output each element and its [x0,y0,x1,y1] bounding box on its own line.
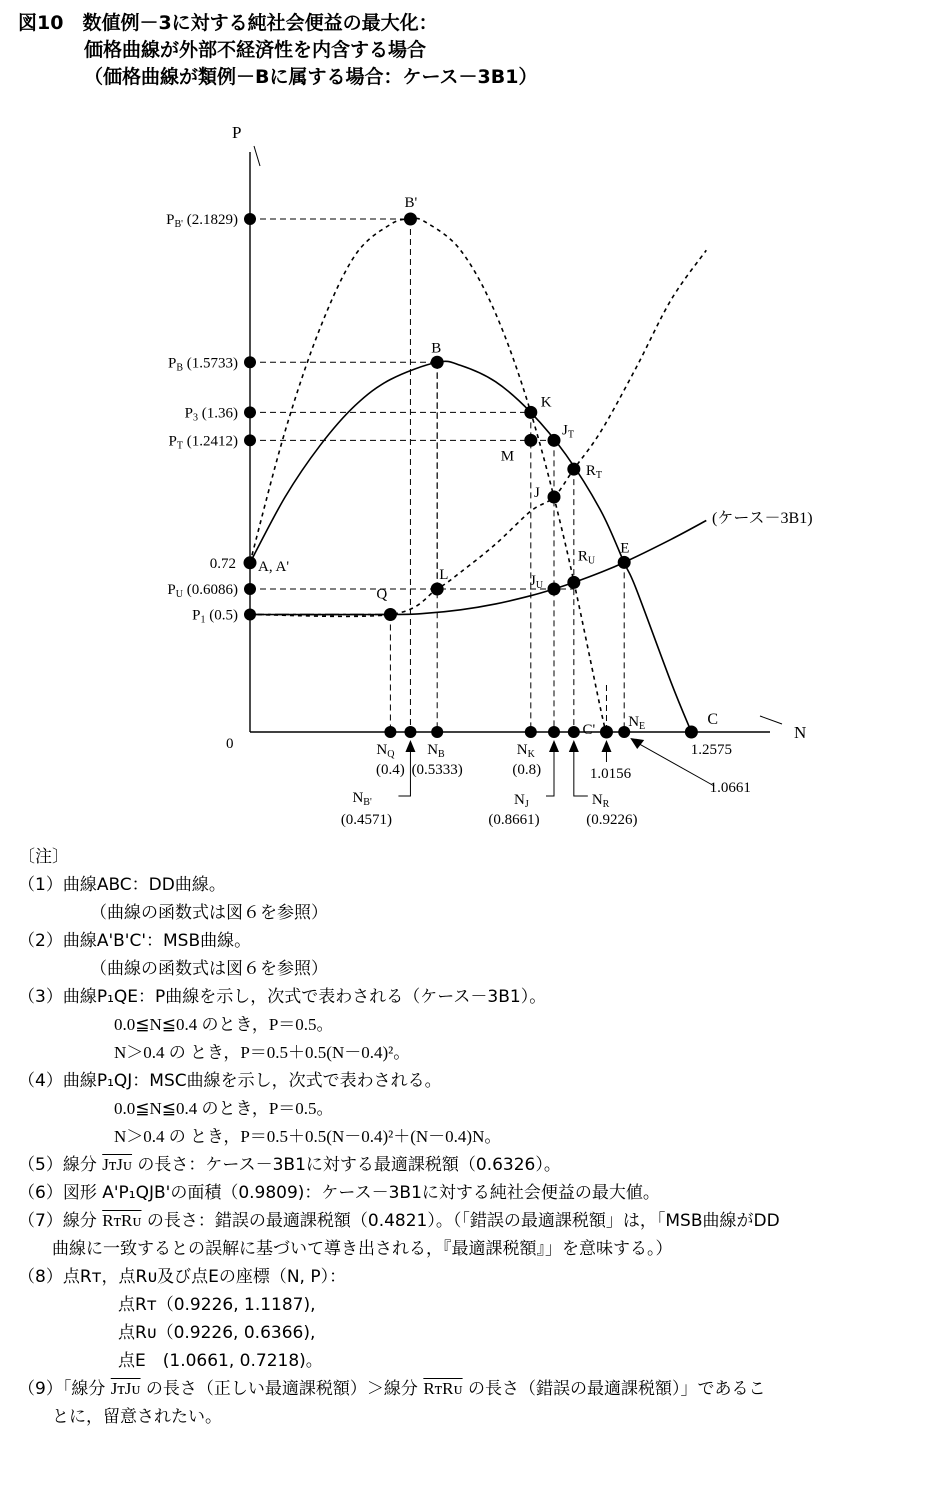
point-ru [567,576,580,589]
arrow-head [405,740,415,752]
note-4-eq2: N＞0.4 の とき，P＝0.5＋0.5(N－0.4)²＋(N－0.4)N。 [114,1127,502,1146]
y-tick-label: $P_U$ (0.6086) [167,581,238,600]
note-7-segment: RᴛRᴜ [102,1211,142,1230]
origin-label: 0 [226,736,234,752]
y-tick-label: 0.72 [209,555,236,572]
x-tick-label: C [707,711,719,728]
point-b [404,213,417,226]
point-label: $R_T$ [585,463,602,482]
y-axis-label: P [232,123,242,142]
note-7 [18,1207,923,1235]
note-8-ru: 点Rᴜ（0.9226, 0.6366), [118,1323,316,1343]
series-line-1 [250,218,606,732]
x-tick-dot [431,726,443,738]
x-tick-value: 1.0661 [709,780,751,796]
x-tick-label: $N_R$ [591,792,610,810]
point-e [618,556,631,569]
note-9-prefix: （9）「線分 [18,1379,111,1399]
x-tick-label: $N_E$ [628,714,646,732]
point-label: $R_U$ [577,548,596,567]
note-5-text: の長さ：ケース－3B1に対する最適課税額（0.6326）。 [132,1155,561,1175]
note-9-middle: の長さ（正しい最適課税額）＞線分 [140,1379,424,1399]
note-9-segment-1: JᴛJᴜ [110,1379,141,1398]
x-tick-value: 1.0156 [589,766,632,782]
notes-heading: 〔注〕 [18,847,69,867]
x-tick-value: (0.4) [376,762,405,778]
note-3-eq1: 0.0≦N≦0.4 のとき，P＝0.5。 [114,1015,334,1034]
series-line-2 [250,521,706,615]
note-9 [18,1375,923,1403]
x-tick-label: $N_K$ [516,742,535,760]
note-9-continued: とに，留意されたい。 [52,1407,222,1427]
figure-title [18,10,537,91]
note-1-detail: （曲線の函数式は図６を参照） [90,903,328,923]
point-label: $J_T$ [562,422,574,441]
y-tick-label: $P_1$ (0.5) [192,607,238,626]
point-label: $J_U$ [530,572,544,591]
title-line-2: 価格曲線が外部不経済性を内含する場合 [84,39,427,61]
x-tick-value: (0.9226) [586,812,638,828]
notes [18,843,923,1431]
point-label: C' [582,722,596,738]
x-tick-value: (0.4571) [340,812,393,828]
x-tick-dot [404,726,416,738]
point-label: Q [376,586,388,603]
point-label: B [431,340,442,357]
x-tick-label: $N_Q$ [376,742,395,760]
point-j [548,491,561,504]
point-label: M [500,448,515,465]
note-9-text: の長さ（錯誤の最適課税額）」であるこ [462,1379,766,1399]
x-tick-label: $N_{B'}$ [352,790,372,808]
y-tick-label: $P_B$ (1.5733) [167,355,238,374]
note-2-detail: （曲線の函数式は図６を参照） [90,959,328,979]
chart [0,110,934,840]
x-tick-dot [548,726,560,738]
x-tick-value: (0.8) [512,762,542,778]
note-4-eq1: 0.0≦N≦0.4 のとき，P＝0.5。 [114,1099,334,1118]
note-5 [18,1151,923,1179]
point-c [600,726,613,739]
note-6: （6）図形 A'P₁QJB'の面積（0.9809)：ケース－3B1に対する純社会便益の最大値。 [18,1183,660,1203]
y-tick-label: $P_{B'}$ (2.1829) [166,212,238,231]
x-tick-value: (0.8661) [488,812,540,828]
y-tick-label: $P_T$ (1.2412) [168,433,238,452]
note-8-e: 点E (1.0661, 0.7218)。 [118,1351,323,1371]
note-7-text: の長さ：錯誤の最適課税額（0.4821）。（「錯誤の最適課税額」は，「MSB曲線がDD [141,1211,780,1231]
title-line-1: 図10 数値例－3に対する純社会便益の最大化： [18,12,438,34]
point-jt [548,434,561,447]
point-label: E [620,540,630,557]
x-axis-arrow-tick [760,716,782,724]
point-q [384,608,397,621]
note-7-prefix: （7）線分 [18,1211,103,1231]
x-tick-dot [384,726,396,738]
x-tick-value: 1.2575 [690,742,733,758]
x-tick-label: $N_B$ [427,742,445,760]
point-m [524,434,537,447]
point-label: A, A' [258,558,290,575]
y-tick-dot [244,583,256,595]
note-7-continued: 曲線に一致するとの誤解に基づいて導き出される，『最適課税額』」を意味する。） [52,1239,673,1259]
arrow-head [549,740,559,752]
note-4: （4）曲線P₁QJ：MSC曲線を示し，次式で表わされる。 [18,1071,442,1091]
point-b [431,356,444,369]
note-8-rt: 点Rᴛ（0.9226, 1.1187), [118,1295,316,1315]
series-line-3 [250,250,706,616]
note-5-prefix: （5）線分 [18,1155,103,1175]
x-tick-dot [568,726,580,738]
arrow-head [601,740,611,752]
note-8: （8）点Rᴛ，点Rᴜ及び点Eの座標（N, P）： [18,1267,347,1287]
point-c [685,726,698,739]
point-rt [567,463,580,476]
note-1: （1）曲線ABC：DD曲線。 [18,875,226,895]
point-label: J [534,485,540,501]
note-9-segment-2: RᴛRᴜ [423,1379,463,1398]
note-3-eq2: N＞0.4 の とき，P＝0.5＋0.5(N－0.4)²。 [114,1043,411,1062]
y-axis-arrow-tick [254,146,260,166]
x-tick-label: $N_J$ [514,792,529,810]
point-ju [548,582,561,595]
point-l [431,582,444,595]
y-tick-dot [244,356,256,368]
point-aa [244,556,257,569]
y-tick-dot [244,434,256,446]
x-tick-dot [525,726,537,738]
point-k [524,406,537,419]
y-tick-label: $P_3$ (1.36) [184,405,238,424]
note-2: （2）曲線A'B'C'：MSB曲線。 [18,931,252,951]
y-tick-dot [244,213,256,225]
note-3: （3）曲線P₁QE：P曲線を示し，次式で表わされる（ケース－3B1）。 [18,987,547,1007]
title-line-3: （価格曲線が類例－Bに属する場合：ケース－3B1） [84,66,538,88]
curve-label: (ケース－3B1) [712,510,813,527]
x-axis-label: N [794,723,807,742]
point-label: B' [404,195,418,212]
arrow-head [630,738,644,749]
arrow-head [569,740,579,752]
point-label: L [439,566,449,583]
note-5-segment: JᴛJᴜ [102,1155,133,1174]
y-tick-dot [244,406,256,418]
point-label: K [540,394,552,411]
x-tick-value: (0.5333) [411,762,463,778]
